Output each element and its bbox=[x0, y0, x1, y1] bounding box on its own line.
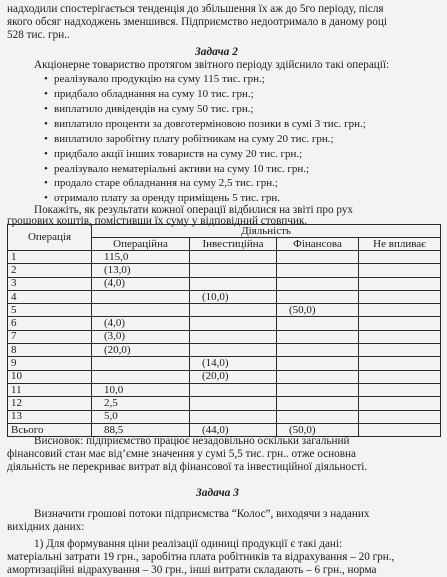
investing-total: (44,0) bbox=[190, 423, 277, 436]
operating-value bbox=[92, 357, 190, 370]
investing-value: (20,0) bbox=[190, 370, 277, 383]
operating-value: (20,0) bbox=[92, 344, 190, 357]
table-row bbox=[8, 304, 441, 317]
operation-item-8: • продало старе обладнання на суму 2,5 тис. грн.; bbox=[54, 177, 278, 189]
row-label: 10 bbox=[8, 370, 92, 383]
header-investing: Інвестиційна bbox=[190, 238, 277, 251]
operation-item-9: • отримало плату за оренду приміщень 5 тис. грн. bbox=[54, 192, 280, 204]
table-row bbox=[8, 317, 441, 330]
investing-value bbox=[190, 383, 277, 396]
operating-value: 115,0 bbox=[92, 251, 190, 264]
financing-value bbox=[277, 264, 359, 277]
row-label: 5 bbox=[8, 304, 92, 317]
task2-lead: Акціонерне товариство протягом звітного періоду здійснило такі операції: bbox=[34, 59, 390, 71]
financing-value bbox=[277, 383, 359, 396]
operation-item-3: • виплатило дивідендів на суму 50 тис. грн.; bbox=[54, 103, 254, 115]
financing-value: (50,0) bbox=[277, 304, 359, 317]
no-effect-value bbox=[359, 410, 441, 423]
conclusion-line-1: Висновок: підприємство працює незадовільно оскільки загальний bbox=[34, 435, 350, 447]
table-row bbox=[8, 330, 441, 343]
task2-instruction-2: грошових коштів, помістивши їх суму у відповідний стовпчик. bbox=[7, 215, 308, 227]
financing-value bbox=[277, 317, 359, 330]
no-effect-value bbox=[359, 397, 441, 410]
row-label: 9 bbox=[8, 357, 92, 370]
operating-value: 2,5 bbox=[92, 397, 190, 410]
task3-title: Задача 3 bbox=[196, 487, 239, 499]
no-effect-value bbox=[359, 317, 441, 330]
row-label: 8 bbox=[8, 344, 92, 357]
task3-item1-line-1: 1) Для формування ціни реалізації одиниці продукції є такі дані: bbox=[34, 538, 343, 550]
table-row bbox=[8, 397, 441, 410]
conclusion-line-3: діяльність не перекриває витрат від фінансової та інвестиційної діяльності. bbox=[7, 461, 368, 473]
row-label: 2 bbox=[8, 264, 92, 277]
operating-value: (4,0) bbox=[92, 277, 190, 290]
row-label: 4 bbox=[8, 290, 92, 303]
task3-item1-line-2: матеріальні затрати 19 грн., заробітна плата робітників та відрахування – 20 грн., bbox=[7, 551, 395, 563]
conclusion-line-2: фінансовий стан має від’ємне значення у сумі 5,5 тис. грн.. отже основна bbox=[7, 448, 356, 460]
no-effect-value bbox=[359, 264, 441, 277]
investing-value bbox=[190, 277, 277, 290]
no-effect-value bbox=[359, 251, 441, 264]
task3-lead-1: Визначити грошові потоки підприємства “Колос”, виходячи з наданих bbox=[34, 508, 370, 520]
table-row bbox=[8, 370, 441, 383]
intro-line-2: якого обсяг надходжень зменшився. Підприємство недоотримало в даному році bbox=[7, 16, 387, 28]
row-label: 6 bbox=[8, 317, 92, 330]
cash-flow-table bbox=[7, 224, 441, 437]
investing-value bbox=[190, 410, 277, 423]
investing-value bbox=[190, 317, 277, 330]
header-activity: Діяльність bbox=[92, 225, 441, 238]
table-row bbox=[8, 410, 441, 423]
financing-value bbox=[277, 251, 359, 264]
row-label: 7 bbox=[8, 330, 92, 343]
investing-value: (10,0) bbox=[190, 290, 277, 303]
no-effect-value bbox=[359, 290, 441, 303]
operation-item-6: • придбало акції інших товариств на суму 20 тис. грн.; bbox=[54, 148, 302, 160]
no-effect-value bbox=[359, 357, 441, 370]
table-header-row-1 bbox=[8, 225, 441, 238]
operation-item-2: • придбало обладнання на суму 10 тис. грн.; bbox=[54, 88, 254, 100]
row-label: 3 bbox=[8, 277, 92, 290]
task3-lead-2: вихідних даних: bbox=[7, 521, 85, 533]
operating-value: 5,0 bbox=[92, 410, 190, 423]
header-operating: Операційна bbox=[92, 238, 190, 251]
table-row bbox=[8, 251, 441, 264]
row-label: 1 bbox=[8, 251, 92, 264]
operating-value bbox=[92, 370, 190, 383]
no-effect-total bbox=[359, 423, 441, 436]
operating-value: 10,0 bbox=[92, 383, 190, 396]
task2-instruction-1: Покажіть, як результати кожної операції відбилися на звіті про рух bbox=[34, 204, 354, 216]
intro-line-1: надходили спостерігається тенденція до збільшення їх аж до 5го періоду, після bbox=[7, 3, 384, 15]
no-effect-value bbox=[359, 330, 441, 343]
investing-value bbox=[190, 344, 277, 357]
financing-value bbox=[277, 357, 359, 370]
operation-item-7: • реалізувало нематеріальні активи на суму 10 тис. грн.; bbox=[54, 163, 309, 175]
operating-value: (3,0) bbox=[92, 330, 190, 343]
financing-total: (50,0) bbox=[277, 423, 359, 436]
financing-value bbox=[277, 344, 359, 357]
operation-item-1: • реалізувало продукцію на суму 115 тис. грн.; bbox=[54, 73, 265, 85]
row-label: Всього bbox=[8, 423, 92, 436]
operation-item-5: • виплатило заробітну плату робітникам на суму 20 тис. грн.; bbox=[54, 133, 334, 145]
operating-value: (4,0) bbox=[92, 317, 190, 330]
no-effect-value bbox=[359, 304, 441, 317]
table-row bbox=[8, 357, 441, 370]
investing-value bbox=[190, 251, 277, 264]
table-row bbox=[8, 383, 441, 396]
financing-value bbox=[277, 370, 359, 383]
investing-value bbox=[190, 304, 277, 317]
row-label: 11 bbox=[8, 383, 92, 396]
financing-value bbox=[277, 330, 359, 343]
investing-value bbox=[190, 264, 277, 277]
operating-total: 88,5 bbox=[92, 423, 190, 436]
no-effect-value bbox=[359, 383, 441, 396]
table-row bbox=[8, 277, 441, 290]
table-row bbox=[8, 344, 441, 357]
row-label: 12 bbox=[8, 397, 92, 410]
financing-value bbox=[277, 397, 359, 410]
no-effect-value bbox=[359, 277, 441, 290]
table-row bbox=[8, 264, 441, 277]
investing-value bbox=[190, 330, 277, 343]
header-no-effect: Не впливає bbox=[359, 238, 441, 251]
table-row bbox=[8, 290, 441, 303]
operating-value bbox=[92, 304, 190, 317]
financing-value bbox=[277, 410, 359, 423]
task2-title: Задача 2 bbox=[195, 46, 238, 58]
row-label: 13 bbox=[8, 410, 92, 423]
header-financing: Фінансова bbox=[277, 238, 359, 251]
operating-value: (13,0) bbox=[92, 264, 190, 277]
no-effect-value bbox=[359, 370, 441, 383]
investing-value bbox=[190, 397, 277, 410]
investing-value: (14,0) bbox=[190, 357, 277, 370]
intro-line-3: 528 тис. грн.. bbox=[7, 29, 70, 41]
no-effect-value bbox=[359, 344, 441, 357]
operation-item-4: • виплатило проценти за довготерміновою позики в сумі 3 тис. грн.; bbox=[54, 118, 366, 130]
header-operation: Операція bbox=[8, 225, 92, 251]
financing-value bbox=[277, 277, 359, 290]
financing-value bbox=[277, 290, 359, 303]
operating-value bbox=[92, 290, 190, 303]
task3-item1-line-3: амортизаційні відрахування – 30 грн., інші витрати складають – 6 грн., норма bbox=[7, 564, 377, 576]
